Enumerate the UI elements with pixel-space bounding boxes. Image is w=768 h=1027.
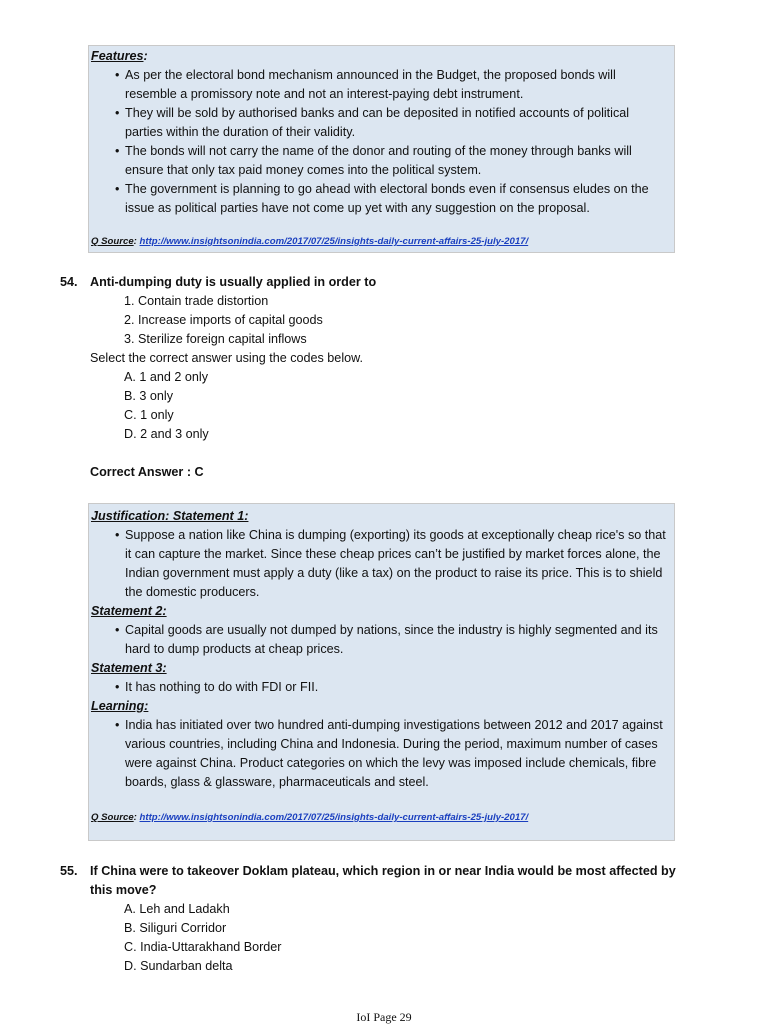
- justification-heading: Justification: Statement 1:: [91, 509, 249, 523]
- option-c: C. 1 only: [124, 408, 174, 422]
- features-bullet-2: • They will be sold by authorised banks and can be deposited in notified accounts of political parties within the duration of their validity.: [115, 104, 670, 142]
- statement1-bullet: • Suppose a nation like China is dumping (exporting) its goods at exceptionally cheap rice's so that it can capture the market. Since these cheap prices can’t be justified by market forces alone, the Indian government must apply a duty (like a tax) on the product to raise its price. This is to shield the domestic producers.: [115, 526, 670, 602]
- statement3-heading: Statement 3:: [91, 661, 167, 675]
- features-bullet-4: • The government is planning to go ahead with electoral bonds even if consensus eludes on the issue as political parties have not come up yet with any suggestion on the proposal.: [115, 180, 670, 218]
- features-bullet-3: • The bonds will not carry the name of the donor and routing of the money through banks will ensure that only tax paid money comes into the political system.: [115, 142, 670, 180]
- statement3-bullet: • It has nothing to do with FDI or FII.: [115, 678, 670, 697]
- statement2-heading: Statement 2:: [91, 604, 167, 618]
- option-d: D. 2 and 3 only: [124, 427, 209, 441]
- features-box: [88, 45, 675, 253]
- option-a: A. 1 and 2 only: [124, 370, 209, 384]
- source-link[interactable]: http://www.insightsonindia.com/2017/07/25/insights-daily-current-affairs-25-july-2017/: [139, 812, 529, 823]
- option-d: D. Sundarban delta: [124, 959, 233, 973]
- source-colon: :: [133, 236, 137, 247]
- statement-item: 3. Sterilize foreign capital inflows: [124, 332, 307, 346]
- option-b: B. Siliguri Corridor: [124, 921, 227, 935]
- statement2-bullet: • Capital goods are usually not dumped by nations, since the industry is highly segmented and its hard to dump products at cheap prices.: [115, 621, 670, 659]
- statement3-bullets: [91, 678, 670, 697]
- statement2-bullets: [91, 621, 670, 659]
- option-list: [60, 900, 700, 976]
- question-number: 55.: [60, 864, 78, 878]
- option-b: B. 3 only: [124, 389, 174, 403]
- statement-item: 2. Increase imports of capital goods: [124, 313, 323, 327]
- correct-answer: Correct Answer : C: [90, 465, 204, 479]
- option-list: [60, 368, 700, 444]
- option-c: C. India-Uttarakhand Border: [124, 940, 282, 954]
- page-footer: IoI Page 29: [356, 1010, 412, 1024]
- statement-item: 1. Contain trade distortion: [124, 294, 269, 308]
- features-heading-colon: :: [143, 49, 148, 63]
- features-heading: Features: [91, 49, 144, 63]
- learning-bullets: [91, 716, 670, 792]
- question-54: [60, 273, 700, 444]
- source-colon: :: [133, 812, 137, 823]
- learning-heading: Learning:: [91, 699, 149, 713]
- features-bullet-list: [91, 66, 670, 218]
- question-55: [60, 862, 700, 976]
- features-bullet-1: • As per the electoral bond mechanism announced in the Budget, the proposed bonds will resemble a promissory note and not an interest-paying debt instrument.: [115, 66, 670, 104]
- features-heading-line: [91, 49, 148, 63]
- features-source: [91, 235, 528, 248]
- source-label: Q Source: [91, 812, 134, 823]
- option-a: A. Leh and Ladakh: [124, 902, 230, 916]
- justification-box: [88, 503, 675, 841]
- learning-bullet: • India has initiated over two hundred anti-dumping investigations between 2012 and 2017 against various countries, including China and Indonesia. During the period, maximum number of cases were against China. Product categories on which the levy was imposed include chemicals, fibre boards, glass & glassware, pharmaceuticals and steel.: [115, 716, 670, 792]
- instruction-text: Select the correct answer using the codes below.: [90, 351, 364, 365]
- question-text: If China were to takeover Doklam plateau, which region in or near India would be most affected by this move?: [90, 864, 676, 897]
- question-text: Anti-dumping duty is usually applied in order to: [90, 275, 377, 289]
- question-number: 54.: [60, 275, 78, 289]
- source-label: Q Source: [91, 236, 134, 247]
- source-link[interactable]: http://www.insightsonindia.com/2017/07/25/insights-daily-current-affairs-25-july-2017/: [139, 236, 529, 247]
- statement-list: [60, 292, 700, 349]
- statement1-bullets: [91, 526, 670, 602]
- justification-source: [91, 811, 528, 824]
